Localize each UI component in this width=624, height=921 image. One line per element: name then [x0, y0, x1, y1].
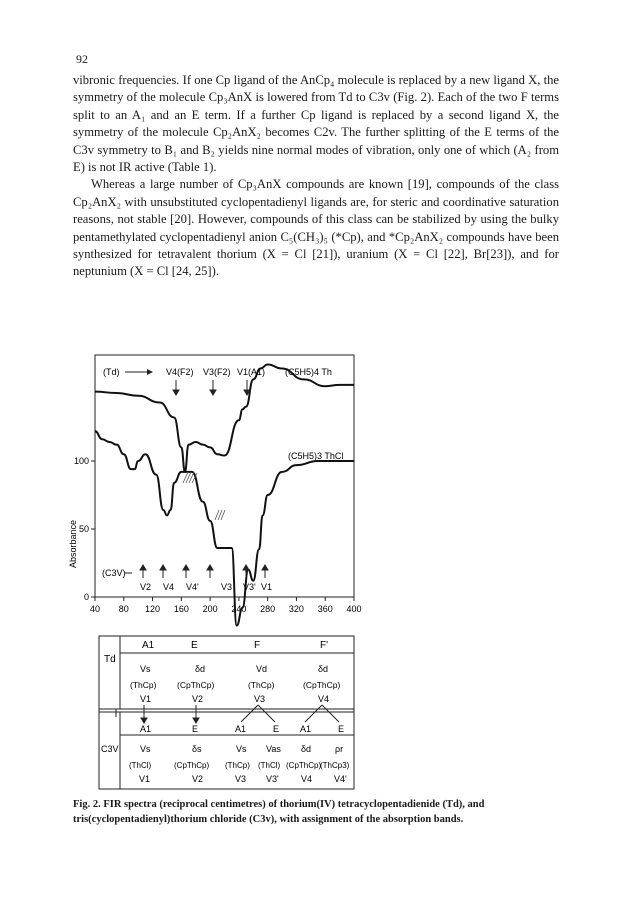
tm-3: δd: [318, 664, 329, 674]
annot-v3f2: V3(F2): [203, 367, 231, 377]
annot-c3v: (C3V): [102, 568, 126, 578]
annot-v3p: V3': [243, 582, 256, 592]
th-fp: F': [320, 640, 329, 651]
x-tick-label: 400: [346, 604, 362, 614]
bm-4: δd: [301, 744, 312, 754]
x-tick-label: 240: [231, 604, 247, 614]
tn-0: V1: [140, 694, 152, 704]
tmid-4: A1: [300, 724, 312, 734]
bm-1: δs: [192, 744, 202, 754]
table-td-label: Td: [104, 654, 116, 665]
chart-axes: [74, 456, 362, 614]
tm-2: Vd: [256, 664, 268, 674]
page-number: 92: [76, 52, 88, 66]
bm-5: ρr: [335, 744, 344, 754]
annot-v4f2: V4(F2): [166, 367, 194, 377]
tmid-1: E: [192, 724, 199, 734]
table-c3v-label: C3V: [101, 744, 119, 754]
tn-1: V2: [192, 694, 204, 704]
tg-1: (CpThCp): [177, 680, 215, 690]
bn-4: V4: [301, 774, 313, 784]
tg-2: (ThCp): [248, 680, 275, 690]
bg-3: (ThCl): [258, 761, 281, 770]
bn-3: V3': [266, 774, 279, 784]
tn-3: V4: [318, 694, 330, 704]
tmid-5: E: [338, 724, 345, 734]
y-tick-label: 100: [73, 456, 89, 466]
annot-v2: V2: [140, 582, 152, 592]
tmid-3: E: [273, 724, 280, 734]
x-tick-label: 200: [202, 604, 218, 614]
x-tick-label: 120: [145, 604, 161, 614]
x-tick-label: 280: [260, 604, 276, 614]
tn-2: V3: [254, 694, 266, 704]
annot-v3: V3: [221, 582, 233, 592]
annot-v4p: V4': [186, 582, 199, 592]
x-tick-label: 320: [288, 604, 304, 614]
band-hatch: [183, 472, 225, 520]
tm-1: δd: [195, 664, 206, 674]
bn-1: V2: [192, 774, 204, 784]
tm-0: Vs: [140, 664, 151, 674]
tmid-2: A1: [235, 724, 247, 734]
tg-3: (CpThCp): [303, 680, 341, 690]
y-tick-label: 50: [78, 524, 89, 534]
x-tick-label: 360: [317, 604, 333, 614]
x-tick-label: 160: [173, 604, 189, 614]
th-e: E: [191, 640, 198, 651]
bm-2: Vs: [236, 744, 247, 754]
bg-4: (CpThCp): [286, 761, 322, 770]
tmid-0: A1: [140, 724, 152, 734]
label-cp4th: (C5H5)4 Th: [285, 367, 332, 377]
bg-0: (ThCl): [129, 761, 152, 770]
y-tick-label: 0: [83, 592, 89, 602]
paragraph-1: vibronic frequencies. If one Cp ligand of the AnCp₄ molecule is replaced by a new ligand X, the symmetry of the molecule Cp₃AnX is lowered from Td to C3v (Fig. 2). Each of the two F terms split to an A₁ and an E term. If a further Cp ligand is replaced by a second ligand X, the symmetry of the molecule Cp₂AnX₂ becomes C2v. The further splitting of the E terms of the C3v symmetry to B₁ and B₂ yields nine normal modes of vibration, only one of which (A₂ from E) is not IR active (Table 1).: [73, 73, 559, 175]
th-f: F: [254, 640, 261, 651]
assignment-table: [99, 636, 354, 789]
y-axis-label: Absorbance: [68, 519, 78, 568]
annot-v1a1: V1(A1): [237, 367, 266, 377]
annot-td: (Td): [103, 367, 120, 377]
bg-5: (ThCp3): [320, 761, 350, 770]
bm-3: Vas: [266, 744, 281, 754]
th-a1: A1: [142, 640, 155, 651]
x-tick-label: 40: [89, 604, 101, 614]
tg-0: (ThCp): [130, 680, 157, 690]
bg-2: (ThCp): [225, 761, 250, 770]
bn-0: V1: [139, 774, 151, 784]
annot-v1: V1: [261, 582, 273, 592]
annot-v4: V4: [163, 582, 175, 592]
bn-2: V3: [235, 774, 247, 784]
spectrum-chart: [68, 355, 362, 626]
chart-frame: [95, 355, 354, 597]
bm-0: Vs: [140, 744, 151, 754]
label-cp3thcl: (C5H5)3 ThCl: [288, 451, 344, 461]
paragraph-2: Whereas a large number of Cp₃AnX compounds are known [19], compounds of the class Cp₂AnX₂ with unsubstituted cyclopentadienyl ligands are, for steric and coordinative saturation reasons, not stable [20]. However, compounds of this class can be stabilized by using the bulky pentamethylated cyclopentadienyl anion C₅(CH₃)₅ (*Cp), and *Cp₂AnX₂ compounds have been synthesized for tetravalent thorium (X = Cl [21]), uranium (X = Cl [22], Br[23]), and for neptunium (X = Cl [24, 25]).: [73, 177, 559, 279]
x-tick-label: 80: [118, 604, 129, 614]
bg-1: (CpThCp): [174, 761, 210, 770]
bn-5: V4': [334, 774, 347, 784]
figure-caption: Fig. 2. FIR spectra (reciprocal centimetres) of thorium(IV) tetracyclopentadienide (Td), and tris(cyclopentadienyl)thorium chloride (C3v), with assignment of the absorption bands.: [73, 799, 485, 825]
